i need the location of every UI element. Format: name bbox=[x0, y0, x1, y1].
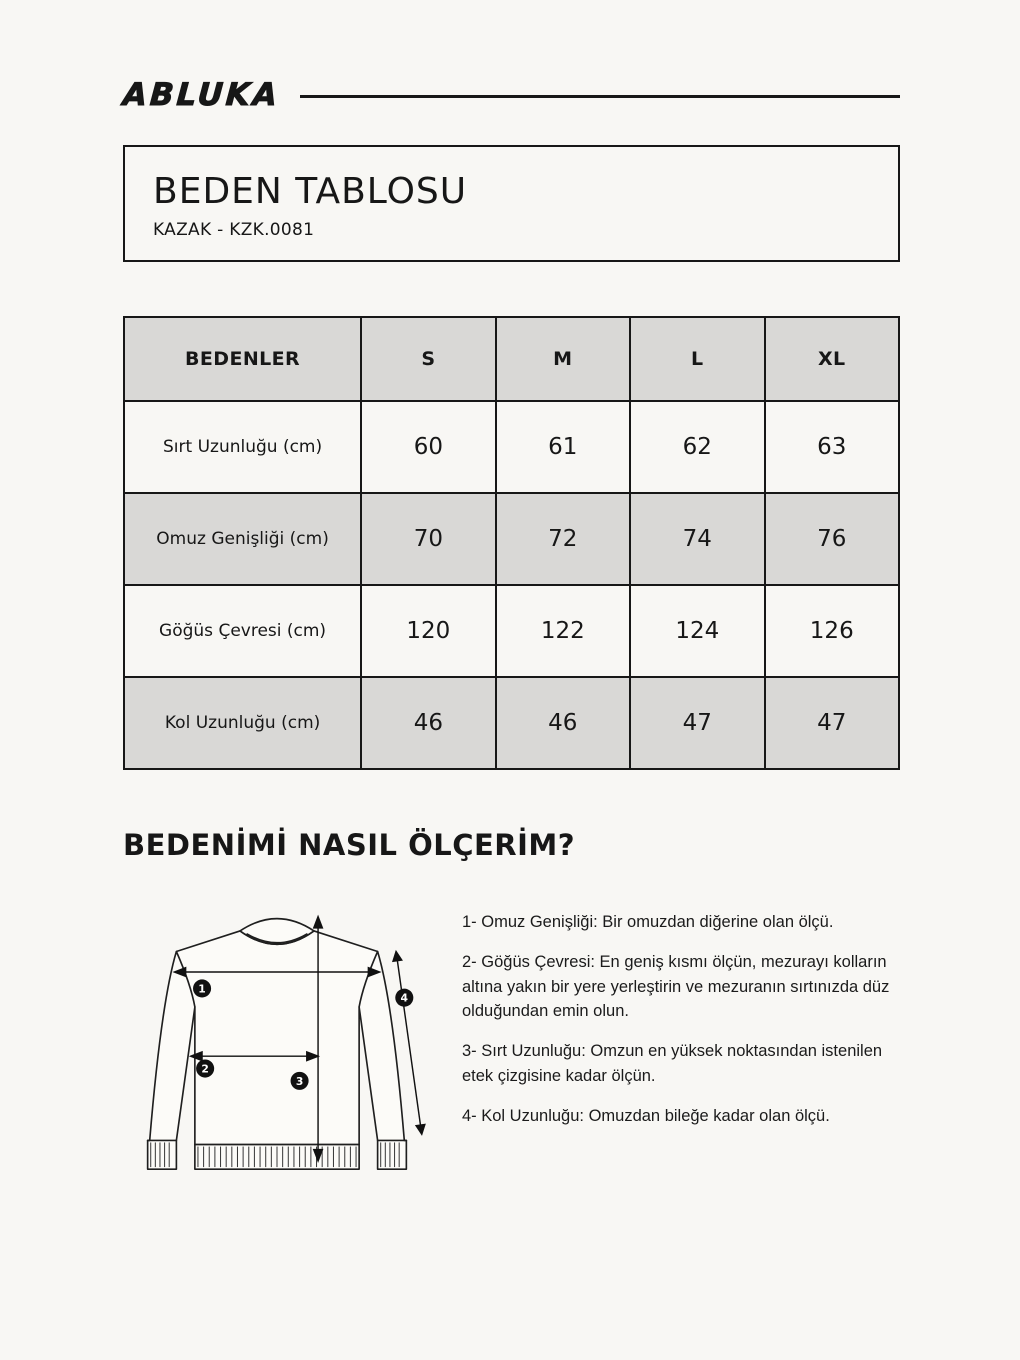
column-header-size-l: L bbox=[630, 317, 764, 401]
page-title: BEDEN TABLOSU bbox=[153, 171, 468, 212]
measurement-value: 47 bbox=[630, 677, 764, 769]
svg-text:1: 1 bbox=[198, 982, 206, 996]
marker-badge-2 bbox=[196, 1059, 214, 1077]
measurement-label: Sırt Uzunluğu (cm) bbox=[124, 401, 361, 493]
measurement-value: 124 bbox=[630, 585, 764, 677]
instruction-item-1: 1- Omuz Genişliği: Bir omuzdan diğerine olan ölçü. bbox=[462, 913, 834, 931]
sweater-diagram bbox=[123, 894, 438, 1184]
measurement-value: 62 bbox=[630, 401, 764, 493]
size-table-row bbox=[124, 401, 899, 493]
marker-badge-4 bbox=[395, 989, 413, 1007]
measurement-value: 122 bbox=[496, 585, 630, 677]
brand-header bbox=[121, 77, 900, 113]
measurement-value: 70 bbox=[361, 493, 495, 585]
product-code: KAZAK - KZK.0081 bbox=[153, 220, 315, 240]
measurement-label: Kol Uzunluğu (cm) bbox=[124, 677, 361, 769]
measurement-value: 60 bbox=[361, 401, 495, 493]
size-table bbox=[123, 316, 900, 770]
instruction-item-2: 2- Göğüs Çevresi: En geniş kısmı ölçün, mezurayı kolların altına yakın bir yere yerleştirin ve mezuranın sırtınızda düz olduğundan emin olun. bbox=[462, 952, 890, 1021]
instruction-item-4: 4- Kol Uzunluğu: Omuzdan bileğe kadar olan ölçü. bbox=[462, 1106, 830, 1125]
sweater-outline bbox=[148, 931, 407, 1169]
marker-badge-3 bbox=[291, 1072, 309, 1090]
measurement-value: 46 bbox=[496, 677, 630, 769]
column-header-bedenler: BEDENLER bbox=[124, 317, 361, 401]
measurement-value: 76 bbox=[765, 493, 900, 585]
size-table-header-row bbox=[124, 317, 899, 401]
svg-text:3: 3 bbox=[295, 1074, 304, 1088]
sweater-measurement-svg bbox=[123, 894, 431, 1184]
measurement-value: 47 bbox=[765, 677, 900, 769]
measurement-value: 74 bbox=[630, 493, 764, 585]
column-header-size-s: S bbox=[361, 317, 495, 401]
column-header-size-m: M bbox=[496, 317, 630, 401]
measurement-value: 120 bbox=[361, 585, 495, 677]
svg-text:2: 2 bbox=[201, 1062, 209, 1076]
measurement-label: Göğüs Çevresi (cm) bbox=[124, 585, 361, 677]
measurement-value: 72 bbox=[496, 493, 630, 585]
measurement-value: 46 bbox=[361, 677, 495, 769]
size-table-row bbox=[124, 493, 899, 585]
marker-badge-1 bbox=[193, 979, 211, 997]
measurement-value: 61 bbox=[496, 401, 630, 493]
measure-instructions bbox=[438, 894, 900, 1184]
measurement-label: Omuz Genişliği (cm) bbox=[124, 493, 361, 585]
measurement-value: 126 bbox=[765, 585, 900, 677]
size-table-row bbox=[124, 677, 899, 769]
measurement-value: 63 bbox=[765, 401, 900, 493]
brand-logo: ABLUKA bbox=[121, 77, 282, 113]
column-header-size-xl: XL bbox=[765, 317, 900, 401]
brand-rule-line bbox=[300, 95, 900, 98]
svg-text:4: 4 bbox=[400, 991, 409, 1005]
measure-section bbox=[123, 894, 900, 1184]
instruction-item-3: 3- Sırt Uzunluğu: Omzun en yüksek noktasından istenilen etek çizgisine kadar ölçün. bbox=[462, 1042, 883, 1085]
title-box bbox=[123, 145, 900, 262]
size-table-row bbox=[124, 585, 899, 677]
measure-section-title: BEDENİMİ NASIL ÖLÇERİM? bbox=[123, 828, 576, 862]
